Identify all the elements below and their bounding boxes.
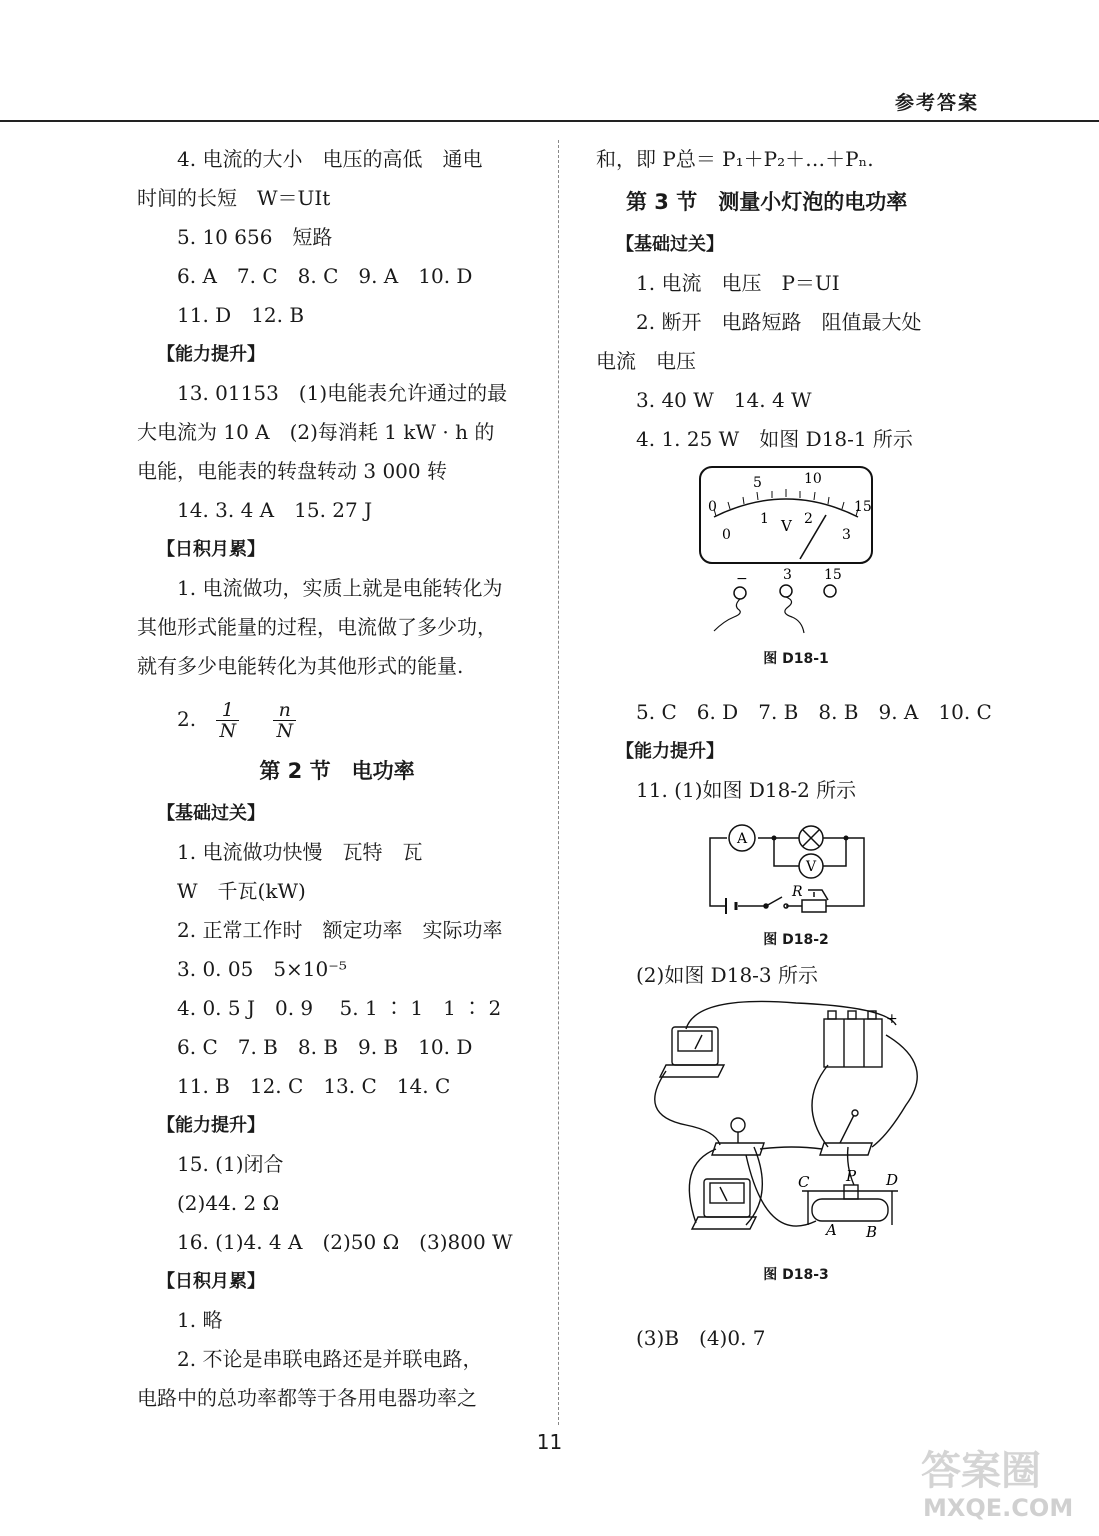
column-divider [558, 140, 559, 1425]
terminal-3v [780, 585, 792, 597]
rheostat-coil [812, 1199, 888, 1221]
answer-line: 1. 电流做功快慢 瓦特 瓦 [177, 840, 423, 864]
physical-circuit-drawing [596, 995, 996, 1255]
voltmeter-base [692, 1217, 756, 1229]
meter-case [700, 467, 872, 563]
switch-pivot [764, 904, 768, 908]
ammeter-base [660, 1065, 724, 1077]
rheostat-slider-label: P [846, 1167, 857, 1185]
voltmeter-needle [720, 1187, 727, 1201]
lower-scale-label: 2 [804, 511, 813, 527]
section-tag: 【能力提升】 [157, 1115, 265, 1136]
voltmeter-dial-diagram [596, 459, 996, 639]
fraction-answer [137, 690, 537, 748]
upper-scale-label: 10 [804, 471, 822, 487]
ammeter-device [672, 1027, 718, 1065]
switch-lever [840, 1115, 854, 1143]
page-number: 11 [536, 1430, 563, 1454]
answer-line: 电能，电能表的转盘转动 3 000 转 [137, 459, 447, 483]
battery-cap [848, 1011, 856, 1019]
switch-knob [852, 1110, 858, 1116]
watermark-url: MXQE.COM [923, 1494, 1074, 1522]
answer-line: (3)B (4)0. 7 [636, 1326, 766, 1350]
lower-scale-label: 0 [722, 527, 731, 543]
terminal-label: − [736, 571, 748, 587]
rheostat-terminal-label: B [866, 1223, 878, 1241]
lower-scale-label: 1 [760, 511, 769, 527]
answer-line: 4. 1. 25 W 如图 D18-1 所示 [636, 427, 913, 451]
battery-box [824, 1019, 882, 1067]
fraction-numerator: 1 [216, 700, 239, 721]
section-title: 第 3 节 测量小灯泡的电功率 [626, 190, 908, 214]
section-tag: 【日积月累】 [157, 539, 265, 560]
answer-line: 11. B 12. C 13. C 14. C [177, 1074, 451, 1098]
wire [774, 838, 799, 866]
answer-line: 3. 40 W 14. 4 W [636, 388, 812, 412]
watermark-text: 答案圈 [921, 1448, 1041, 1494]
switch-base [820, 1143, 872, 1155]
answer-line: 2. 断开 电路短路 阻值最大处 [636, 310, 922, 334]
answer-line: 2. 不论是串联电路还是并联电路， [177, 1347, 483, 1371]
fraction-denominator: N [219, 720, 237, 742]
answer-line: 4. 电流的大小 电压的高低 通电 [177, 147, 483, 171]
answer-line: 14. 3. 4 A 15. 27 J [177, 498, 373, 522]
fraction-1 [216, 700, 239, 741]
rheostat [802, 900, 826, 912]
figure-d18-2 [596, 810, 996, 956]
fraction-2 [273, 700, 296, 741]
answer-prefix: 2. [177, 707, 197, 731]
figure-d18-1 [596, 459, 996, 675]
meter-symbol: V [781, 517, 792, 535]
answer-line: 11. D 12. B [177, 303, 305, 327]
section-tag: 【能力提升】 [616, 741, 724, 762]
fraction-denominator: N [276, 720, 294, 742]
scale-arc [714, 499, 858, 517]
section-tag: 【日积月累】 [157, 1271, 265, 1292]
figure-caption: 图 D18-3 [763, 1267, 829, 1283]
fraction-numerator: n [273, 700, 296, 721]
upper-scale-label: 5 [753, 475, 762, 491]
rheostat-terminal-label: C [798, 1173, 810, 1191]
answer-line: 电流 电压 [596, 349, 696, 373]
answer-line: 其他形式能量的过程，电流做了多少功， [137, 615, 497, 639]
answer-line: 6. A 7. C 8. C 9. A 10. D [177, 264, 473, 288]
answer-line: 时间的长短 W＝UIt [137, 186, 331, 210]
answer-line: 5. C 6. D 7. B 8. B 9. A 10. C [636, 700, 992, 724]
answer-line: 6. C 7. B 8. B 9. B 10. D [177, 1035, 473, 1059]
answer-line: 13. 01153 (1)电能表允许通过的最 [177, 381, 508, 405]
answer-line: 11. (1)如图 D18-2 所示 [636, 778, 857, 802]
answer-line: (2)如图 D18-3 所示 [636, 963, 819, 987]
answer-line: W 千瓦(kW) [177, 879, 306, 903]
answer-line: (2)44. 2 Ω [177, 1191, 280, 1215]
ammeter-label: A [737, 831, 748, 847]
battery-cap [828, 1011, 836, 1019]
answer-line: 1. 电流做功，实质上就是电能转化为 [177, 576, 503, 600]
section-tag: 【基础过关】 [616, 234, 724, 255]
resistor-label: R [792, 884, 803, 900]
wire [710, 838, 727, 906]
answer-line: 2. 正常工作时 额定功率 实际功率 [177, 918, 503, 942]
rheostat-slider-arm [808, 890, 828, 900]
section-tag: 【基础过关】 [157, 803, 265, 824]
header-rule [0, 120, 1099, 122]
lamp-bulb [731, 1118, 745, 1132]
section-title: 第 2 节 电功率 [259, 759, 415, 783]
answer-line: 5. 10 656 短路 [177, 225, 333, 249]
junction-dot [844, 836, 849, 841]
left-column [137, 140, 537, 1418]
lower-scale-label: 3 [842, 527, 851, 543]
terminal-label: 15 [824, 567, 842, 583]
wire [746, 1147, 762, 1225]
wire [812, 1065, 828, 1147]
answer-line: 电路中的总功率都等于各用电器功率之 [137, 1386, 477, 1410]
answer-line: 1. 略 [177, 1308, 223, 1332]
right-column [596, 140, 996, 1358]
terminal-label: 3 [783, 567, 792, 583]
switch-blade [766, 897, 782, 906]
answer-line: 15. (1)闭合 [177, 1152, 284, 1176]
answer-line: 大电流为 10 A (2)每消耗 1 kW · h 的 [137, 420, 495, 444]
terminal-negative [734, 587, 746, 599]
terminal-15v [824, 585, 836, 597]
wire [689, 1149, 716, 1223]
watermark-logo [911, 1436, 1081, 1526]
wire [823, 838, 864, 906]
wire [872, 1035, 917, 1147]
rheostat-terminal-label: A [826, 1221, 837, 1239]
answer-line: 就有多少电能转化为其他形式的能量. [137, 654, 464, 678]
junction-dot [772, 836, 777, 841]
watermark-graphic [911, 1436, 1081, 1526]
voltmeter-label: V [806, 859, 817, 875]
upper-scale-label: 15 [854, 499, 872, 515]
wire [655, 1071, 720, 1145]
answer-line: 和，即 P总＝ P₁＋P₂＋…＋Pₙ. [596, 147, 874, 171]
figure-d18-3 [596, 995, 996, 1291]
figure-caption: 图 D18-1 [763, 651, 829, 667]
wire [785, 597, 804, 633]
ammeter-needle [695, 1035, 702, 1049]
scale-ticks [714, 489, 858, 516]
wire [823, 838, 846, 866]
circuit-diagram [596, 810, 996, 920]
upper-scale-label: 0 [708, 499, 717, 515]
voltmeter-device [704, 1179, 750, 1217]
wire [714, 599, 740, 631]
battery-plus-label: + [886, 1011, 898, 1027]
wire [760, 1147, 822, 1149]
rheostat-terminal-label: D [886, 1171, 899, 1189]
page-header-title: 参考答案 [894, 92, 979, 114]
section-tag: 【能力提升】 [157, 344, 265, 365]
answer-line: 1. 电流 电压 P＝UI [636, 271, 840, 295]
answer-line: 3. 0. 05 5×10⁻⁵ [177, 957, 347, 981]
answer-line: 16. (1)4. 4 A (2)50 Ω (3)800 W [177, 1230, 513, 1254]
rheostat-slider [844, 1185, 858, 1199]
figure-caption: 图 D18-2 [763, 932, 829, 948]
answer-line: 4. 0. 5 J 0. 9 5. 1 ∶ 1 1 ∶ 2 [177, 996, 502, 1020]
